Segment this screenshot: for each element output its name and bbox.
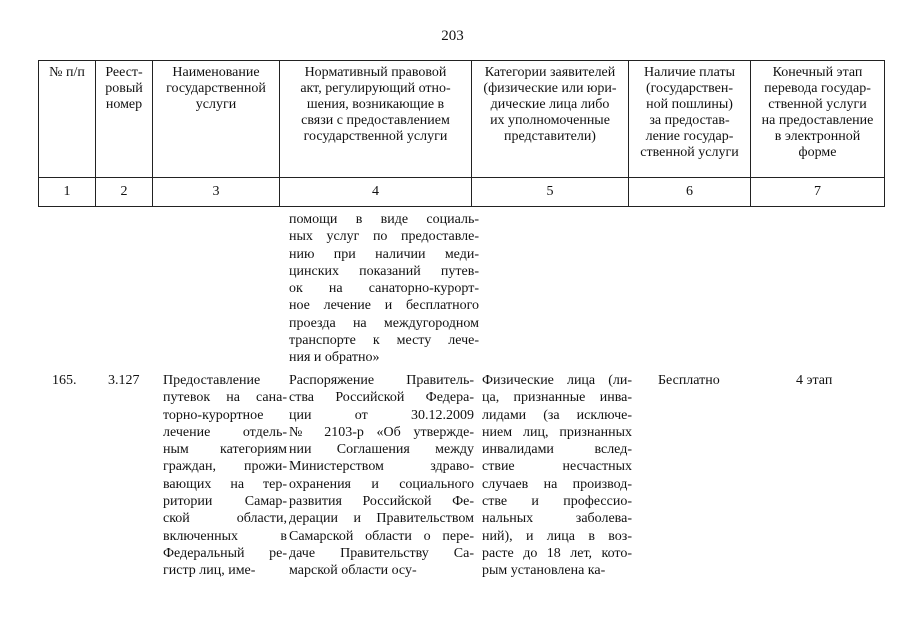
text-line: цинских показаний путев-: [289, 263, 479, 279]
text-line: их уполномоченные: [490, 113, 610, 128]
page-number: 203: [441, 28, 464, 44]
text-line: (физические или юри-: [483, 81, 617, 96]
continuation-text: [289, 211, 479, 367]
text-line: лечение отдель-: [163, 424, 287, 440]
text-line: помощи в виде социаль-: [289, 212, 479, 227]
text-line: нии Соглашения между: [289, 442, 474, 458]
col-number: 7: [751, 178, 885, 207]
text-line: ции от 30.12.2009: [289, 407, 474, 423]
text-line: государственной услуги: [303, 129, 448, 144]
text-line: развития Российской Фе-: [289, 494, 474, 510]
text-line: Распоряжение Правитель-: [289, 373, 474, 388]
text-line: Физические лица (ли-: [482, 373, 632, 388]
text-line: связи с предоставлением: [301, 113, 450, 128]
text-line: даче Правительству Са-: [289, 545, 474, 561]
text-line: Самарской области о пере-: [289, 528, 474, 544]
text-line: ных услуг по предоставле-: [289, 229, 479, 245]
col-number: 2: [96, 178, 153, 207]
col-header-final-stage: [751, 61, 885, 178]
text-line: транспорте к месту лече-: [289, 333, 479, 349]
text-line: путевок на сана-: [163, 390, 287, 406]
text-line: ление государ-: [645, 129, 734, 144]
table-header: [38, 60, 885, 207]
col-number: 6: [629, 178, 751, 207]
text-line: марской области осу-: [289, 563, 417, 579]
text-line: представители): [504, 129, 596, 144]
text-line: расте до 18 лет, кото-: [482, 545, 632, 561]
col-number: 1: [39, 178, 96, 207]
text-line: на предоставление: [761, 113, 874, 128]
text-line: услуги: [195, 97, 237, 112]
col-header-applicants: [472, 61, 629, 178]
text-line: ное лечение и бесплатного: [289, 298, 479, 314]
text-line: торно-курортное: [163, 407, 264, 423]
text-line: ритории Самар-: [163, 494, 287, 510]
col-header-registry: [96, 61, 153, 178]
col-header-legal-act: [280, 61, 472, 178]
text-line: № п/п: [49, 65, 85, 80]
text-line: акт, регулирующий отно-: [300, 81, 451, 96]
text-line: дические лица либо: [490, 97, 610, 112]
text-line: ственной услуги: [640, 145, 739, 160]
text-line: ной пошлины): [646, 97, 733, 112]
text-line: граждан, прожи-: [163, 459, 287, 475]
text-line: Наименование: [172, 65, 260, 80]
col-header-fee: [629, 61, 751, 178]
text-line: лидами (за исключе-: [482, 407, 632, 423]
text-line: ровый: [105, 81, 143, 96]
text-line: вающих на тер-: [163, 476, 287, 492]
text-line: Категории заявителей: [484, 65, 616, 80]
text-line: Наличие платы: [643, 65, 736, 80]
text-line: шения, возникающие в: [306, 97, 445, 112]
text-line: № 2103-р «Об утвержде-: [289, 424, 474, 440]
text-line: номер: [105, 97, 143, 112]
fee-status: Бесплатно: [658, 373, 720, 388]
text-line: (государствен-: [645, 81, 734, 96]
text-line: рым установлена ка-: [482, 563, 606, 579]
text-line: ным категориям: [163, 442, 287, 458]
service-name: [163, 372, 287, 580]
text-line: ца, признанные инва-: [482, 390, 632, 406]
text-line: ственной услуги: [768, 97, 867, 112]
text-line: нием лиц, признанных: [482, 424, 632, 440]
text-line: стве и профессио-: [482, 494, 632, 510]
text-line: случаев на производ-: [482, 476, 632, 492]
text-line: инвалидами вслед-: [482, 442, 632, 458]
text-line: Конечный этап: [772, 65, 863, 80]
text-line: Предоставление: [163, 373, 261, 388]
col-header-number: [39, 61, 96, 178]
text-line: ок на санаторно-курорт-: [289, 281, 479, 297]
text-line: государственной: [166, 81, 266, 96]
text-line: ствие несчастных: [482, 459, 632, 475]
text-line: ской области,: [163, 511, 287, 527]
col-number: 5: [472, 178, 629, 207]
text-line: форме: [798, 145, 837, 160]
text-line: ния и обратно»: [289, 350, 380, 366]
text-line: включенных в: [163, 528, 287, 544]
text-line: нию при наличии меди-: [289, 246, 479, 262]
final-stage: 4 этап: [796, 373, 833, 388]
text-line: за предостав-: [649, 113, 730, 128]
col-header-service-name: [153, 61, 280, 178]
text-line: дерации и Правительством: [289, 511, 474, 527]
row-number: 165.: [52, 373, 77, 388]
text-line: нальных заболева-: [482, 511, 632, 527]
registry-number: 3.127: [108, 373, 140, 388]
text-line: ний), и лица в воз-: [482, 528, 632, 544]
text-line: Федеральный ре-: [163, 545, 287, 561]
applicant-categories: [482, 372, 632, 580]
col-number: 3: [153, 178, 280, 207]
text-line: в электронной: [774, 129, 861, 144]
text-line: Нормативный правовой: [304, 65, 447, 80]
text-line: Министерством здраво-: [289, 459, 474, 475]
column-number-row: [39, 178, 885, 207]
text-line: гистр лиц, име-: [163, 563, 256, 579]
header-row: [39, 61, 885, 178]
text-line: ства Российской Федера-: [289, 390, 474, 406]
col-number: 4: [280, 178, 472, 207]
text-line: проезда на междугородном: [289, 315, 479, 331]
text-line: Реест-: [105, 65, 143, 80]
text-line: охранения и социального: [289, 476, 474, 492]
text-line: перевода государ-: [764, 81, 871, 96]
legal-act: [289, 372, 474, 580]
